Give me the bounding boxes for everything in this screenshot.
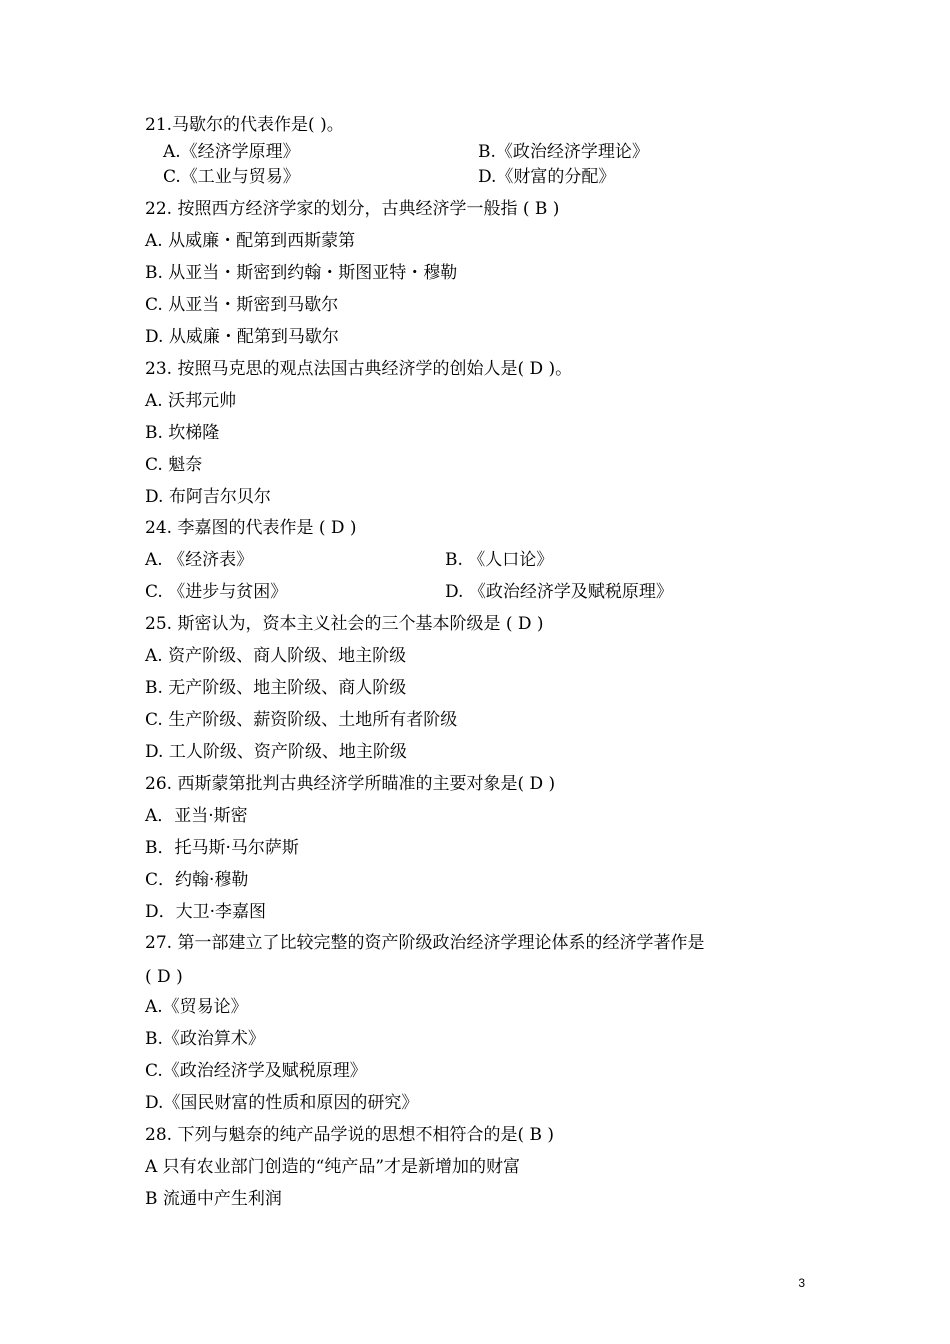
question-23-option-c: C. 魁奈 bbox=[145, 455, 203, 475]
question-25-option-b: B. 无产阶级、地主阶级、商人阶级 bbox=[145, 678, 407, 698]
question-22-stem: 22. 按照西方经济学家的划分，古典经济学一般指 ( B ) bbox=[145, 199, 560, 219]
question-21-options-row-1 bbox=[163, 141, 649, 163]
question-26-stem: 26. 西斯蒙第批判古典经济学所瞄准的主要对象是( D ) bbox=[145, 774, 556, 794]
question-26-option-d: D．大卫·李嘉图 bbox=[145, 902, 267, 922]
question-23-option-d: D. 布阿吉尔贝尔 bbox=[145, 487, 271, 507]
question-23-option-b: B. 坎梯隆 bbox=[145, 423, 220, 443]
question-27-answer: ( D ) bbox=[145, 967, 183, 987]
question-26-option-a: A．亚当·斯密 bbox=[145, 806, 248, 826]
question-25-stem: 25. 斯密认为，资本主义社会的三个基本阶级是 ( D ) bbox=[145, 614, 544, 634]
option-a: A.《经济学原理》 bbox=[163, 142, 300, 162]
option-a: A. 《经济表》 bbox=[145, 550, 254, 570]
option-c: C.《工业与贸易》 bbox=[163, 167, 300, 187]
question-23-option-a: A. 沃邦元帅 bbox=[145, 391, 237, 411]
question-22-option-d: D. 从威廉・配第到马歇尔 bbox=[145, 327, 339, 347]
question-25-option-a: A. 资产阶级、商人阶级、地主阶级 bbox=[145, 646, 407, 666]
question-25-option-d: D. 工人阶级、资产阶级、地主阶级 bbox=[145, 742, 407, 762]
question-22-option-a: A. 从威廉・配第到西斯蒙第 bbox=[145, 231, 356, 251]
question-21-options-row-2 bbox=[163, 166, 616, 188]
question-27-option-a: A.《贸易论》 bbox=[145, 997, 248, 1017]
option-b: B.《政治经济学理论》 bbox=[478, 142, 649, 162]
question-24-options-row-2 bbox=[145, 581, 673, 603]
option-c: C. 《进步与贫困》 bbox=[145, 582, 288, 602]
question-23-stem: 23. 按照马克思的观点法国古典经济学的创始人是( D )。 bbox=[145, 359, 573, 379]
question-27-option-c: C.《政治经济学及赋税原理》 bbox=[145, 1061, 367, 1081]
question-28-option-b: B 流通中产生利润 bbox=[145, 1189, 282, 1209]
page-number: 3 bbox=[798, 1276, 805, 1290]
question-22-option-c: C. 从亚当・斯密到马歇尔 bbox=[145, 295, 339, 315]
option-d: D.《财富的分配》 bbox=[478, 167, 616, 187]
question-24-options-row-1 bbox=[145, 549, 554, 571]
question-25-option-c: C. 生产阶级、薪资阶级、土地所有者阶级 bbox=[145, 710, 458, 730]
question-26-option-b: B．托马斯·马尔萨斯 bbox=[145, 838, 299, 858]
option-d: D. 《政治经济学及赋税原理》 bbox=[445, 582, 673, 602]
question-27-option-d: D.《国民财富的性质和原因的研究》 bbox=[145, 1093, 419, 1113]
question-21-stem: 21.马歇尔的代表作是( )。 bbox=[145, 115, 344, 135]
question-27-option-b: B.《政治算术》 bbox=[145, 1029, 265, 1049]
question-24-stem: 24. 李嘉图的代表作是 ( D ) bbox=[145, 518, 357, 538]
question-26-option-c: C．约翰·穆勒 bbox=[145, 870, 249, 890]
question-22-option-b: B. 从亚当・斯密到约翰・斯图亚特・穆勒 bbox=[145, 263, 458, 283]
question-28-option-a: A 只有农业部门创造的“纯产品”才是新增加的财富 bbox=[145, 1157, 521, 1177]
option-b: B. 《人口论》 bbox=[445, 550, 554, 570]
question-28-stem: 28. 下列与魁奈的纯产品学说的思想不相符合的是( B ) bbox=[145, 1125, 555, 1145]
question-27-stem: 27. 第一部建立了比较完整的资产阶级政治经济学理论体系的经济学著作是 bbox=[145, 933, 705, 953]
